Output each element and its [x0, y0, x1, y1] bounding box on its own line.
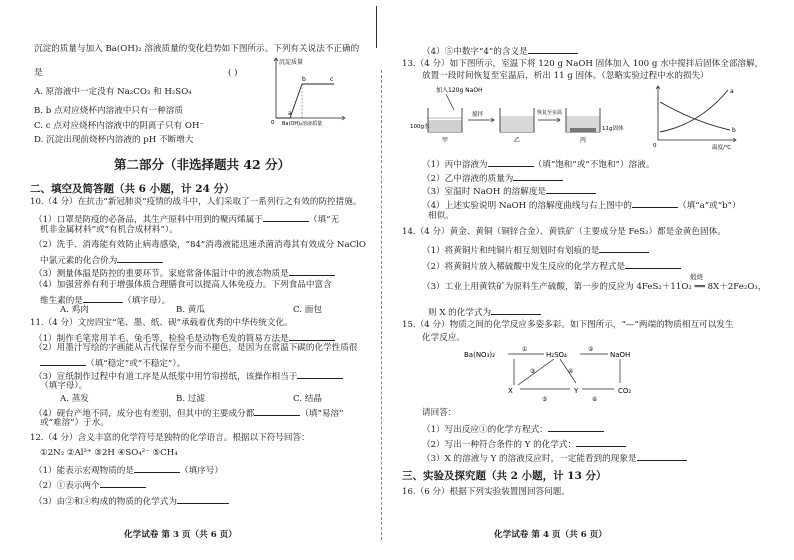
q11-part3: （3）宣纸制作过程中有道工序是从纸浆中用竹帘捞纸，该操作相当于: [34, 369, 343, 383]
q12-stem: 12.（4 分）含义丰富的化学符号是独特的化学语言。根据以下符号回答：: [30, 433, 310, 443]
q13-blank-3[interactable]: [546, 184, 596, 194]
part-two-title: 第二部分（非选择题共 42 分）: [114, 157, 291, 172]
fig-beaker-yi: 乙: [514, 137, 521, 144]
fig-water: 100g水: [410, 124, 430, 130]
q11-stem: 11.（4 分）文房四宝“笔、墨、纸、砚”承载着优秀的中华传统文化。: [30, 318, 293, 328]
q9-option-d: D. 沉淀出现前烧杯内溶液的 pH 不断增大: [34, 135, 194, 145]
q9-answer-paren: ( ): [228, 68, 238, 78]
q14-stem: 14.（4 分）黄金、黄铜（铜锌合金）、黄铁矿（主要成分是 FeS₂）都是金黄色固体。: [402, 227, 726, 237]
solubility-origin: 0: [653, 143, 657, 149]
q14-part3: （3）工业上用黄铁矿为原料生产硫酸，第一步的反应为 4FeS₂＋11O₂ ══ 8X＋2Fe₂O₃，: [422, 282, 767, 292]
edge-label-4: ④: [568, 368, 574, 375]
graph-x-label: Ba(OH)₂溶液质量: [282, 121, 323, 127]
q14-blank-3[interactable]: [491, 305, 541, 315]
q10-part4-cont: 维生素的是 （填字母）。: [40, 293, 170, 307]
solubility-x-label: 温度/℃: [712, 145, 732, 151]
q11-blank-2[interactable]: [40, 356, 86, 366]
page-3: [0, 0, 376, 560]
q14-part2: （2）将黄铜片放入稀硫酸中发生反应的化学方程式是: [422, 259, 681, 273]
q12-part4: （4）⑤中数字“4”的含义是: [422, 44, 578, 58]
q13-stem: 13.（4 分）如下图所示，室温下将 120 g NaOH 固体加入 100 g 水中搅拌后固体全部溶解，: [402, 59, 764, 69]
naoh-beaker-figure: [410, 84, 642, 146]
q11-part4: （4）砚台产地不同，成分也有差别，但其中的主要成分都 （填“易溶”: [34, 406, 343, 420]
q9-option-a: A. 原溶液中一定没有 Na₂CO₃ 和 H₂SO₄: [34, 87, 192, 97]
q10-option-c: C. 面包: [293, 305, 322, 315]
fig-stir-label: 搅拌: [472, 112, 484, 118]
q10-option-b: B. 黄瓜: [176, 305, 205, 315]
q10-option-a: A. 鸡肉: [60, 305, 89, 315]
q15-part2: （2）写出一种符合条件的 Y 的化学式：: [422, 437, 626, 451]
q13-blank-4[interactable]: [632, 198, 678, 208]
page-3-footer: 化学试卷 第 3 页（共 6 页）: [124, 530, 237, 540]
fig-room-temp-label: 恢复至室温: [537, 110, 563, 116]
q9-stem: 沉淀的质量与加入 Ba(OH)₂ 溶液质量的变化趋势如下图所示。下列有关说法不正确的: [34, 44, 360, 54]
fig-beaker-jia: 甲: [442, 137, 449, 144]
section-three-title: 三、实验及探究题（共 2 小题，计 13 分）: [402, 470, 607, 482]
q9-stem-end: 是: [34, 68, 43, 78]
q13-part1: （1）丙中溶液为 （填“饱和”或“不饱和”）溶液。: [422, 157, 654, 171]
q15-blank-3[interactable]: [637, 451, 687, 461]
q11-option-a: A. 蒸发: [60, 394, 89, 404]
q10-part2-cont: 中氯元素的化合价为: [40, 253, 163, 267]
edge-label-3: ③: [530, 368, 536, 375]
curve-a-label: a: [730, 88, 734, 95]
q11-part1: （1）制作毛笔常用羊毛、兔毛等，检验毛是动物毛发的简易方法是: [34, 331, 335, 345]
q15-blank-1[interactable]: [548, 422, 604, 432]
q15-stem-cont: 化学反应。: [422, 333, 465, 343]
node-h2so4: H₂SO₄: [546, 351, 567, 359]
page-4: [388, 0, 794, 560]
q11-part2: （2）用墨汁写绘的字画能从古代保存至今而不褪色，是因为在常温下碳的化学性质很: [34, 343, 358, 353]
q13-blank-2[interactable]: [513, 171, 563, 181]
q11-option-c: C. 结晶: [293, 394, 322, 404]
edge-label-1: ①: [522, 346, 528, 353]
q14-blank-2[interactable]: [625, 259, 681, 269]
graph-origin: 0: [271, 120, 275, 126]
q13-stem-cont: 放置一段时间恢复至室温后，析出 11 g 固体。（忽略实验过程中水的损失）: [422, 71, 709, 81]
q15-prompt: 请回答：: [422, 408, 457, 418]
q10-part1-cont: 机非金属材料”或“有机合成材料”）。: [40, 225, 178, 235]
q9-option-b: B. b 点对应烧杯内溶液中只有一种溶质: [34, 106, 183, 116]
section-two-title: 二、填空及简答题（共 6 小题，计 24 分）: [30, 183, 235, 195]
q15-stem: 15.（4 分）物质之间的化学反应多姿多彩。如下图所示，“—”两端的物质相互可以发生: [402, 320, 734, 330]
q11-part2-cont: （填“稳定”或“不稳定”）。: [40, 356, 185, 370]
graph-point-c: c: [330, 76, 334, 83]
q9-option-c: C. c 点对应烧杯内溶液中的阴离子只有 OH⁻: [34, 121, 204, 131]
fig-add-naoh: 加入120g NaOH: [436, 87, 483, 94]
q10-part1: （1）口罩是防疫的必备品，其生产原料中用到的聚丙烯属于 （填“无: [34, 212, 339, 226]
q14-condition: 煅烧: [690, 273, 703, 281]
node-naoh: NaOH: [610, 351, 631, 359]
q13-part2: （2）乙中溶液的质量为: [422, 171, 563, 185]
curve-a: [660, 90, 728, 132]
q12-symbols: ①2N₂ ②Al³⁺ ③2H ④SO₄²⁻ ⑤CH₄: [40, 448, 178, 458]
q14-part1: （1）将黄铜片和纯铜片相互刻划时有划痕的是: [422, 243, 649, 257]
q10-blank-4[interactable]: [83, 293, 123, 303]
q11-blank-3[interactable]: [297, 369, 343, 379]
q14-part3-cont: 则 X 的化学式为: [428, 305, 541, 319]
page-divider: [374, 0, 388, 560]
q15-part3: （3）X 的溶液与 Y 的溶液反应时，一定能看到的现象是: [422, 451, 687, 465]
curve-b: [660, 102, 730, 130]
q12-blank-1[interactable]: [134, 463, 180, 473]
graph-y-label: 沉淀质量: [279, 59, 304, 66]
page-4-footer: 化学试卷 第 4 页（共 6 页）: [494, 530, 607, 540]
q13-part4: （4）上述实验说明 NaOH 的溶解度曲线与右上图中的 （填“a”或“b”）: [422, 198, 741, 212]
curve-b-label: b: [732, 127, 736, 134]
q10-blank-3[interactable]: [289, 266, 335, 276]
q12-part1: （1）能表示宏观物质的是 （填序号）: [34, 463, 223, 477]
precipitate-graph: [268, 56, 348, 126]
solubility-curve-graph: [650, 84, 746, 152]
q16-stem: 16.（6 分）根据下列实验装置图回答问题。: [402, 487, 570, 497]
q13-part3: （3）室温时 NaOH 的溶解度是: [422, 184, 596, 198]
q14-blank-1[interactable]: [599, 243, 649, 253]
graph-point-b: b: [302, 76, 306, 83]
q12-part2: （2）①表示两个: [34, 478, 146, 492]
q10-part3: （3）测量体温是防控的重要环节。家庭常备体温计中的液态物质是: [34, 266, 335, 280]
q11-blank-1[interactable]: [289, 331, 335, 341]
edge-label-2: ②: [588, 346, 594, 353]
q10-blank-1[interactable]: [263, 212, 309, 222]
node-y: Y: [574, 387, 579, 395]
q12-blank-2[interactable]: [100, 478, 146, 488]
q11-part3-cont: （填字母）。: [40, 381, 88, 391]
q10-part4: （4）加强营养有利于增强体质合理膳食可以提高人体免疫力。下列食品中富含: [34, 280, 332, 290]
q12-part3: （3）由②和④构成的物质的化学式为: [34, 494, 229, 508]
edge-label-6: ⑥: [592, 396, 598, 403]
edge-label-5: ⑤: [542, 396, 548, 403]
node-ba-no3: Ba(NO₃)₂: [464, 351, 495, 359]
node-x: X: [508, 387, 513, 395]
q11-option-b: B. 过滤: [176, 394, 205, 404]
q13-part4-cont: 相似。: [428, 211, 454, 221]
q12-blank-4[interactable]: [528, 44, 578, 54]
q10-blank-2[interactable]: [117, 253, 163, 263]
fig-beaker-bing: 丙: [580, 137, 587, 144]
graph-point-a: a: [288, 110, 292, 117]
q15-blank-2[interactable]: [576, 437, 626, 447]
node-co2: CO₂: [618, 387, 632, 395]
q10-part2: （2）洗手、消毒能有效防止病毒感染，“84”消毒液能迅速杀菌消毒其有效成分 NaClO: [34, 240, 366, 250]
q13-blank-1[interactable]: [488, 157, 534, 167]
q15-part1: （1）写出反应①的化学方程式：: [422, 422, 604, 436]
q10-stem: 10.（4 分）在抗击“新冠肺炎”疫情的战斗中，人们采取了一系列行之有效的防控措施。: [30, 197, 362, 207]
q11-blank-4[interactable]: [254, 406, 300, 416]
q11-part4-cont: 或“难溶”）于水。: [40, 418, 109, 428]
reaction-network-diagram: [464, 345, 704, 405]
q12-blank-3[interactable]: [177, 494, 229, 504]
fig-solid-label: 11g固体: [602, 126, 624, 132]
